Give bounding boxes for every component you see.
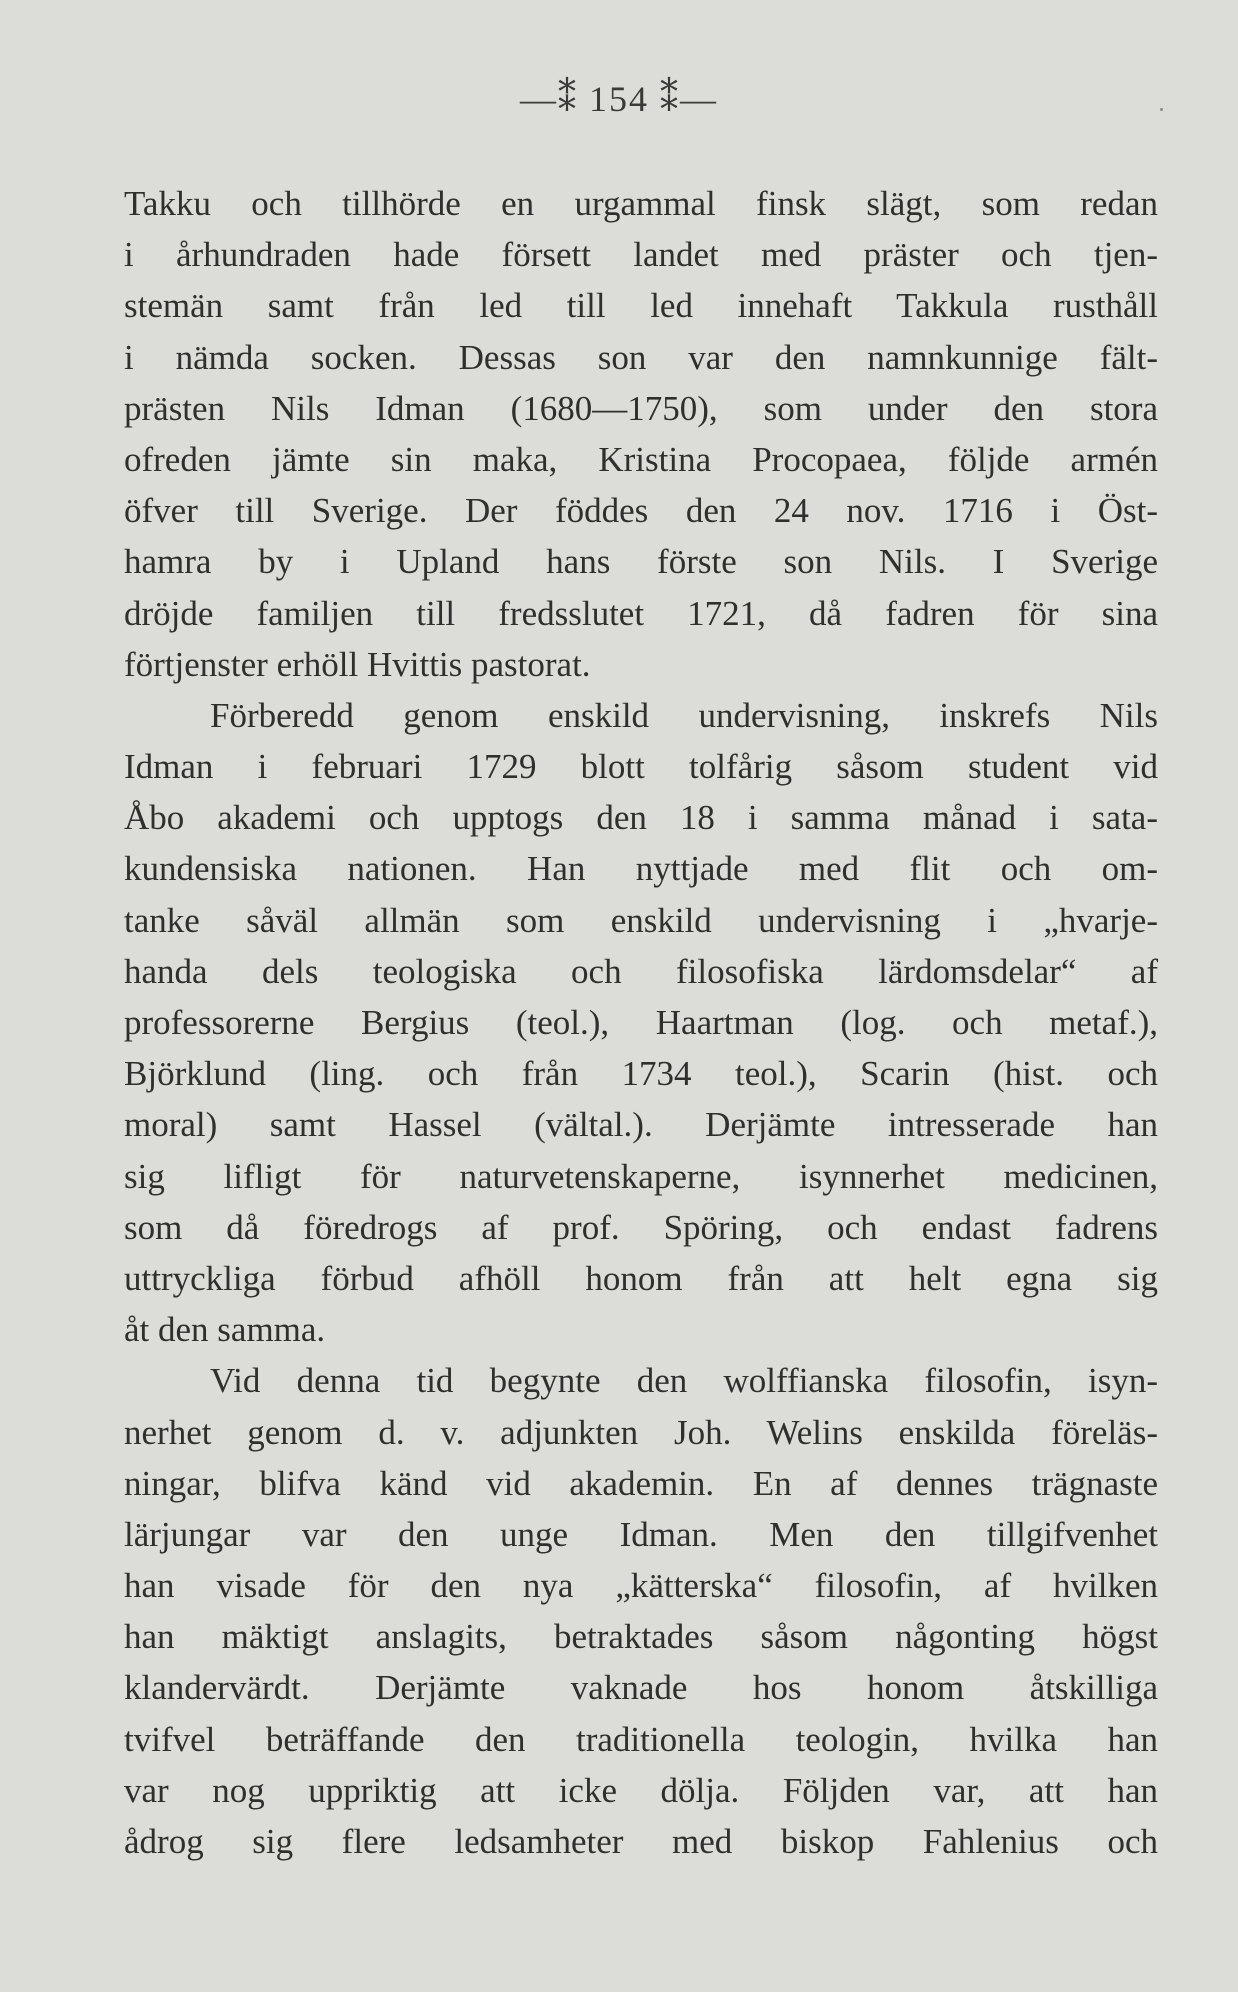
text-line: professorerne Bergius (teol.), Haartman (log. och metaf.),	[124, 1003, 1158, 1042]
text-line: ådrog sig flere ledsamheter med biskop Fahlenius och	[124, 1822, 1158, 1861]
text-line: dröjde familjen till fredsslutet 1721, då fadren för sina	[124, 593, 1158, 633]
text-line: Förberedd genom enskild undervisning, inskrefs Nils	[210, 695, 1158, 735]
speck-mark	[1160, 108, 1163, 111]
text-line: öfver till Sverige. Der föddes den 24 nov. 1716 i Öst-	[124, 491, 1158, 531]
text-line: ningar, blifva känd vid akademin. En af dennes trägnaste	[124, 1463, 1158, 1503]
text-line: stemän samt från led till led innehaft Takkula rusthåll	[124, 286, 1158, 326]
text-line: i nämda socken. Dessas son var den namnkunnige fält-	[124, 337, 1158, 377]
text-line: tanke såväl allmän som enskild undervisning i „hvarje-	[124, 900, 1158, 940]
text-line: förtjenster erhöll Hvittis pastorat.	[124, 644, 591, 684]
text-line: han mäktigt anslagits, betraktades såsom någonting högst	[124, 1617, 1158, 1657]
text-line: Åbo akademi och upptogs den 18 i samma månad i sata-	[124, 798, 1158, 838]
text-line: som då föredrogs af prof. Spöring, och endast fadrens	[124, 1207, 1158, 1247]
text-line: kundensiska nationen. Han nyttjade med flit och om-	[124, 849, 1158, 889]
text-line: hamra by i Upland hans förste son Nils. I Sverige	[124, 542, 1158, 582]
text-line: tvifvel beträffande den traditionella teologin, hvilka han	[124, 1719, 1158, 1759]
text-line: Björklund (ling. och från 1734 teol.), Scarin (hist. och	[124, 1054, 1158, 1094]
text-line: åt den samma.	[124, 1310, 326, 1350]
text-line: i århundraden hade försett landet med präster och tjen-	[124, 235, 1158, 275]
text-line: han visade för den nya „kätterska“ filosofin, af hvilken	[124, 1566, 1158, 1606]
text-line: nerhet genom d. v. adjunkten Joh. Welins enskilda föreläs-	[124, 1412, 1158, 1452]
page-number: —⁑ 154 ⁑—	[520, 79, 718, 119]
text-line: handa dels teologiska och filosofiska lärdomsdelar“ af	[124, 951, 1158, 991]
text-line: Vid denna tid begynte den wolffianska filosofin, isyn-	[210, 1361, 1158, 1401]
text-line: Takku och tillhörde en urgammal finsk slägt, som redan	[124, 184, 1158, 223]
text-line: prästen Nils Idman (1680—1750), som under den stora	[124, 388, 1158, 428]
text-line: lärjungar var den unge Idman. Men den tillgifvenhet	[124, 1514, 1158, 1554]
text-line: sig lifligt för naturvetenskaperne, isynnerhet medicinen,	[124, 1156, 1158, 1196]
text-line: Idman i februari 1729 blott tolfårig såsom student vid	[124, 747, 1158, 787]
body-text	[124, 178, 1158, 1867]
text-line: ofreden jämte sin maka, Kristina Procopaea, följde armén	[124, 439, 1158, 479]
text-line: var nog uppriktig att icke dölja. Följden var, att han	[124, 1770, 1158, 1810]
text-line: moral) samt Hassel (vältal.). Derjämte intresserade han	[124, 1105, 1158, 1145]
text-line: klandervärdt. Derjämte vaknade hos honom åtskilliga	[124, 1668, 1158, 1708]
text-line: uttryckliga förbud afhöll honom från att helt egna sig	[124, 1258, 1158, 1298]
